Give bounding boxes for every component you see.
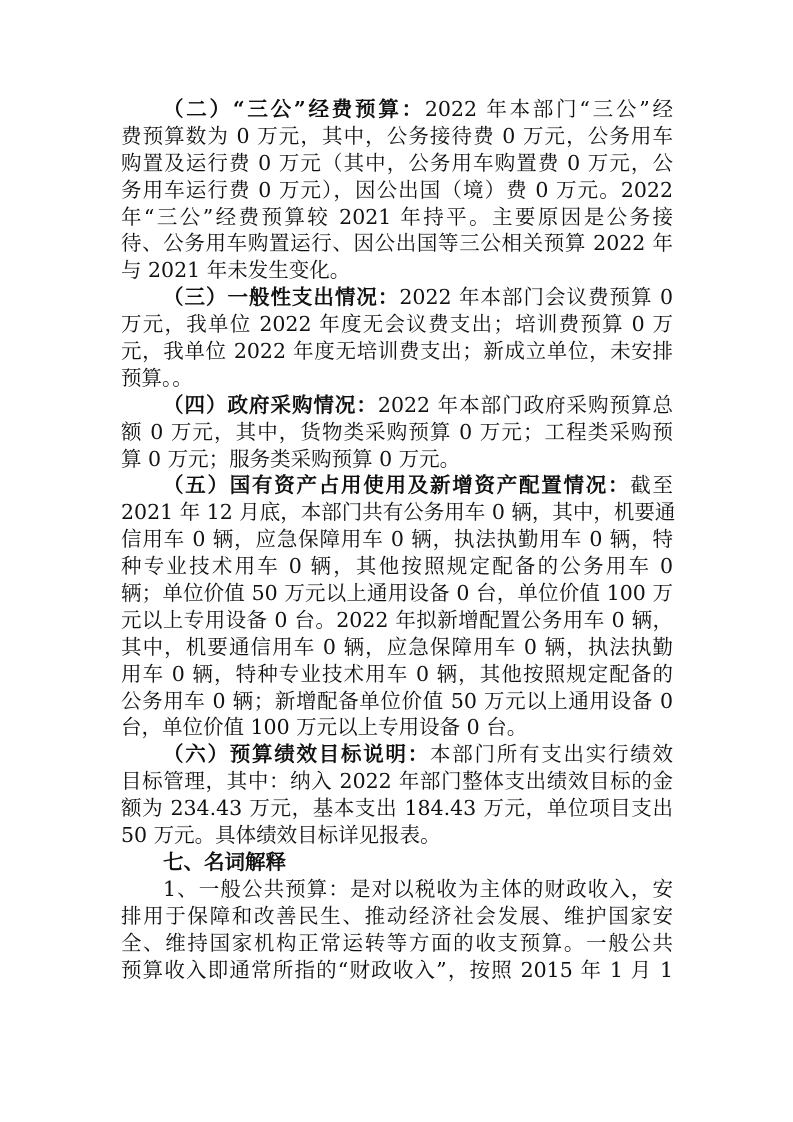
section-heading: 七、名词解释 — [163, 849, 286, 874]
text-line — [121, 741, 673, 768]
paragraph-text: 截至 — [630, 473, 673, 498]
text-line: 种专业技术用车 0 辆，其他按照规定配备的公务用车 0 — [121, 554, 673, 579]
paragraph-text: 2022 年本部门会议费预算 0 — [399, 285, 673, 310]
text-line: 50 万元。具体绩效目标详见报表。 — [121, 823, 441, 848]
paragraph-text: 2022 年本部门政府采购预算总 — [377, 392, 674, 417]
text-line: 预算。。 — [121, 365, 193, 390]
text-line: 辆；单位价值 50 万元以上通用设备 0 台，单位价值 100 万 — [121, 581, 673, 606]
paragraph-lead: （五）国有资产占用使用及新增资产配置情况： — [163, 473, 631, 498]
text-line: 额为 234.43 万元，基本支出 184.43 万元，单位项目支出 — [121, 796, 673, 821]
text-line — [121, 392, 673, 419]
paragraph-lead: （四）政府采购情况： — [163, 392, 378, 417]
text-line: 台，单位价值 100 万元以上专用设备 0 台。 — [121, 715, 528, 740]
text-line: 算 0 万元；服务类采购预算 0 万元。 — [121, 446, 461, 471]
text-line: 元以上专用设备 0 台。2022 年拟新增配置公务用车 0 辆， — [121, 607, 673, 632]
text-line: 信用车 0 辆，应急保障用车 0 辆，执法执勤用车 0 辆，特 — [121, 527, 673, 552]
paragraph — [121, 284, 673, 392]
text-line: 其中，机要通信用车 0 辆，应急保障用车 0 辆，执法执勤 — [121, 634, 673, 659]
text-line: 目标管理，其中：纳入 2022 年部门整体支出绩效目标的金 — [121, 769, 673, 794]
paragraph-text: 本部门所有支出实行绩效 — [430, 742, 673, 767]
text-line: 待、公务用车购置运行、因公出国等三公相关预算 2022 年 — [121, 231, 673, 256]
paragraph-lead: （三）一般性支出情况： — [163, 285, 400, 310]
paragraph-lead: （二）“三公”经费预算： — [163, 97, 425, 121]
paragraph — [121, 392, 673, 473]
text-line — [121, 284, 673, 311]
text-line: 用车 0 辆，特种专业技术用车 0 辆，其他按照规定配备的 — [121, 661, 673, 686]
text-line: 万元，我单位 2022 年度无会议费支出；培训费预算 0 万 — [121, 312, 673, 337]
text-line: 年“三公”经费预算较 2021 年持平。主要原因是公务接 — [121, 204, 673, 229]
text-line: 额 0 万元，其中，货物类采购预算 0 万元；工程类采购预 — [121, 419, 673, 444]
paragraph-lead: （六）预算绩效目标说明： — [163, 742, 430, 767]
text-line: 公务用车 0 辆；新增配备单位价值 50 万元以上通用设备 0 — [121, 688, 673, 713]
text-line: 排用于保障和改善民生、推动经济社会发展、维护国家安 — [121, 903, 673, 928]
paragraph-text: 2022 年本部门“三公”经 — [424, 97, 673, 121]
paragraph — [121, 472, 676, 741]
text-line: 费预算数为 0 万元，其中，公务接待费 0 万元，公务用车 — [121, 123, 673, 148]
text-line: 购置及运行费 0 万元（其中，公务用车购置费 0 万元，公 — [121, 150, 673, 175]
text-line: 2021 年 12 月底，本部门共有公务用车 0 辆，其中，机要通 — [121, 500, 676, 525]
text-line: 预算收入即通常所指的“财政收入”，按照 2015 年 1 月 1 — [121, 957, 673, 982]
paragraph — [121, 96, 673, 284]
text-line — [121, 472, 673, 499]
definition-paragraph — [121, 876, 673, 984]
text-line: 与 2021 年未发生变化。 — [121, 258, 351, 283]
text-line: 务用车运行费 0 万元），因公出国（境）费 0 万元。2022 — [121, 177, 673, 202]
text-line: 元，我单位 2022 年度无培训费支出；新成立单位，未安排 — [121, 339, 673, 364]
text-line — [121, 96, 673, 123]
document-body — [121, 96, 676, 983]
text-line: 1、一般公共预算：是对以税收为主体的财政收入，安 — [163, 876, 673, 901]
text-line: 全、维持国家机构正常运转等方面的收支预算。一般公共 — [121, 930, 673, 955]
paragraph — [121, 741, 673, 849]
